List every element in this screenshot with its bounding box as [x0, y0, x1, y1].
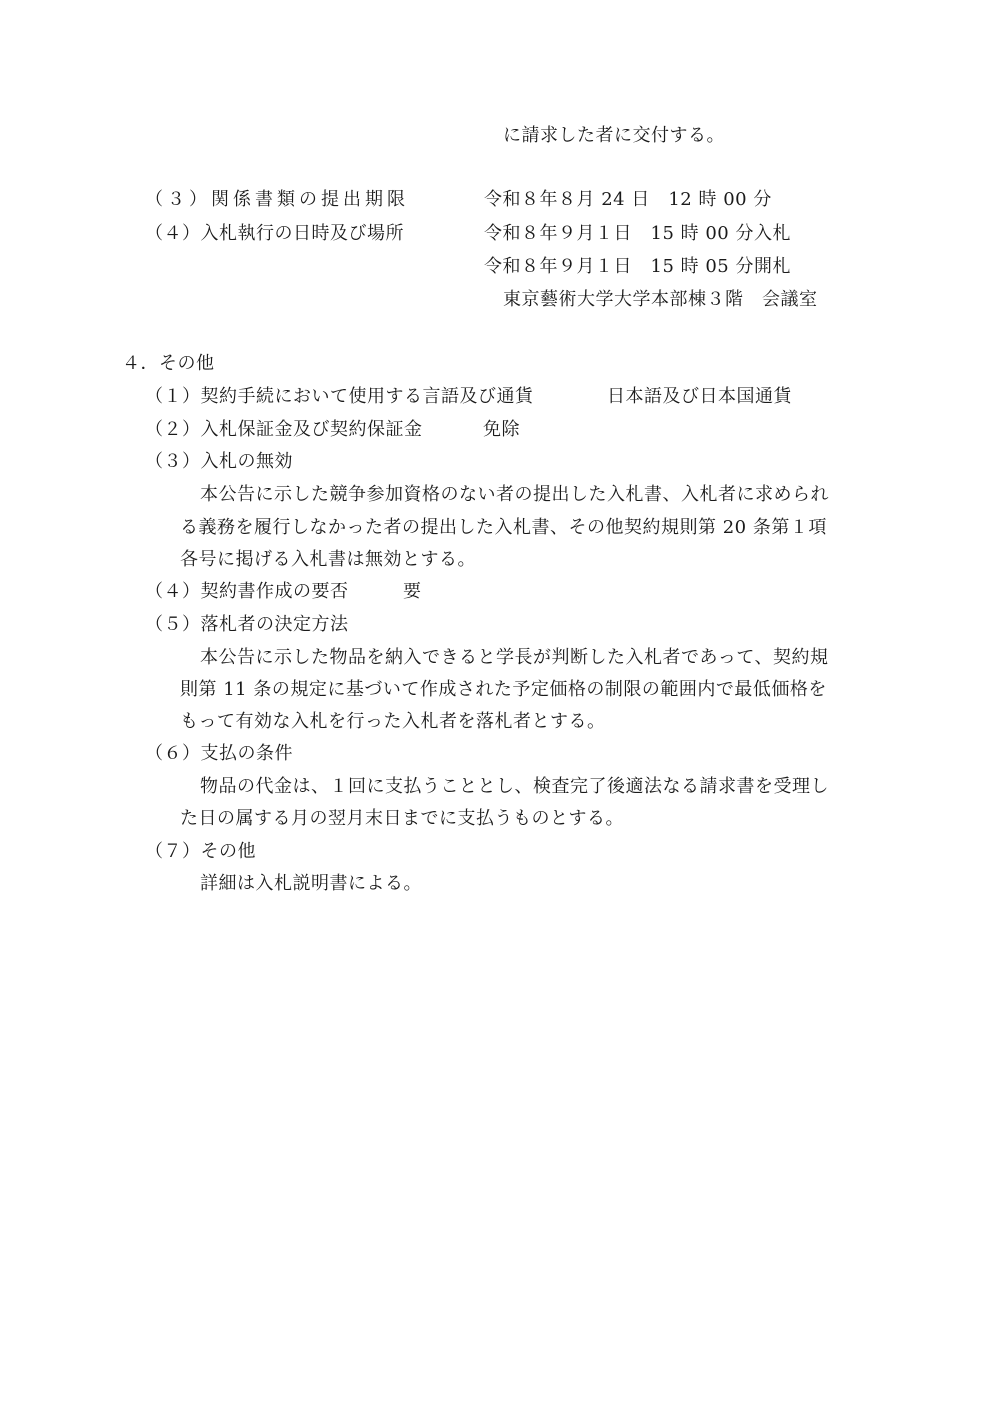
sub1-value: 日本語及び日本国通貨 [607, 386, 792, 407]
sub3-line: 本公告に示した競争参加資格のない者の提出した入札書、入札者に求められ [200, 484, 829, 505]
sub2-value: 免除 [483, 419, 520, 440]
sub7-line: 詳細は入札説明書による。 [200, 873, 422, 894]
sub6-line: 物品の代金は、１回に支払うこととし、検査完了後適法なる請求書を受理し [200, 776, 829, 797]
sub3-line: る義務を履行しなかった者の提出した入札書、その他契約規則第 20 条第１項 [180, 517, 827, 538]
sub4-value: 要 [403, 581, 422, 602]
sub5-line: 本公告に示した物品を納入できると学長が判断した入札者であって、契約規 [200, 647, 829, 668]
sub6-label: （６）支払の条件 [145, 743, 293, 764]
item4-open-time: 令和８年９月１日 15 時 05 分開札 [484, 256, 791, 277]
sub3-label: （３）入札の無効 [145, 451, 293, 472]
sub5-label: （５）落札者の決定方法 [145, 614, 349, 635]
item3-value: 令和８年８月 24 日 12 時 00 分 [484, 189, 772, 210]
sub2-label: （２）入札保証金及び契約保証金 [145, 419, 423, 440]
sub7-label: （７）その他 [145, 841, 256, 862]
item4-bid-time: 令和８年９月１日 15 時 00 分入札 [484, 223, 791, 244]
sub3-line: 各号に掲げる入札書は無効とする。 [180, 549, 476, 570]
item3-label: （３）関係書類の提出期限 [145, 189, 409, 210]
continuation-text: に請求した者に交付する。 [503, 125, 725, 146]
item4-label: （４）入札執行の日時及び場所 [145, 223, 404, 244]
sub5-line: もって有効な入札を行った入札者を落札者とする。 [180, 711, 606, 732]
sub4-label: （４）契約書作成の要否 [145, 581, 349, 602]
section4-heading: ４．その他 [122, 353, 215, 374]
sub6-line: た日の属する月の翌月末日までに支払うものとする。 [180, 808, 624, 829]
item4-place: 東京藝術大学大学本部棟３階 会議室 [503, 289, 818, 310]
sub5-line: 則第 11 条の規定に基づいて作成された予定価格の制限の範囲内で最低価格を [180, 679, 827, 700]
sub1-label: （１）契約手続において使用する言語及び通貨 [145, 386, 534, 407]
